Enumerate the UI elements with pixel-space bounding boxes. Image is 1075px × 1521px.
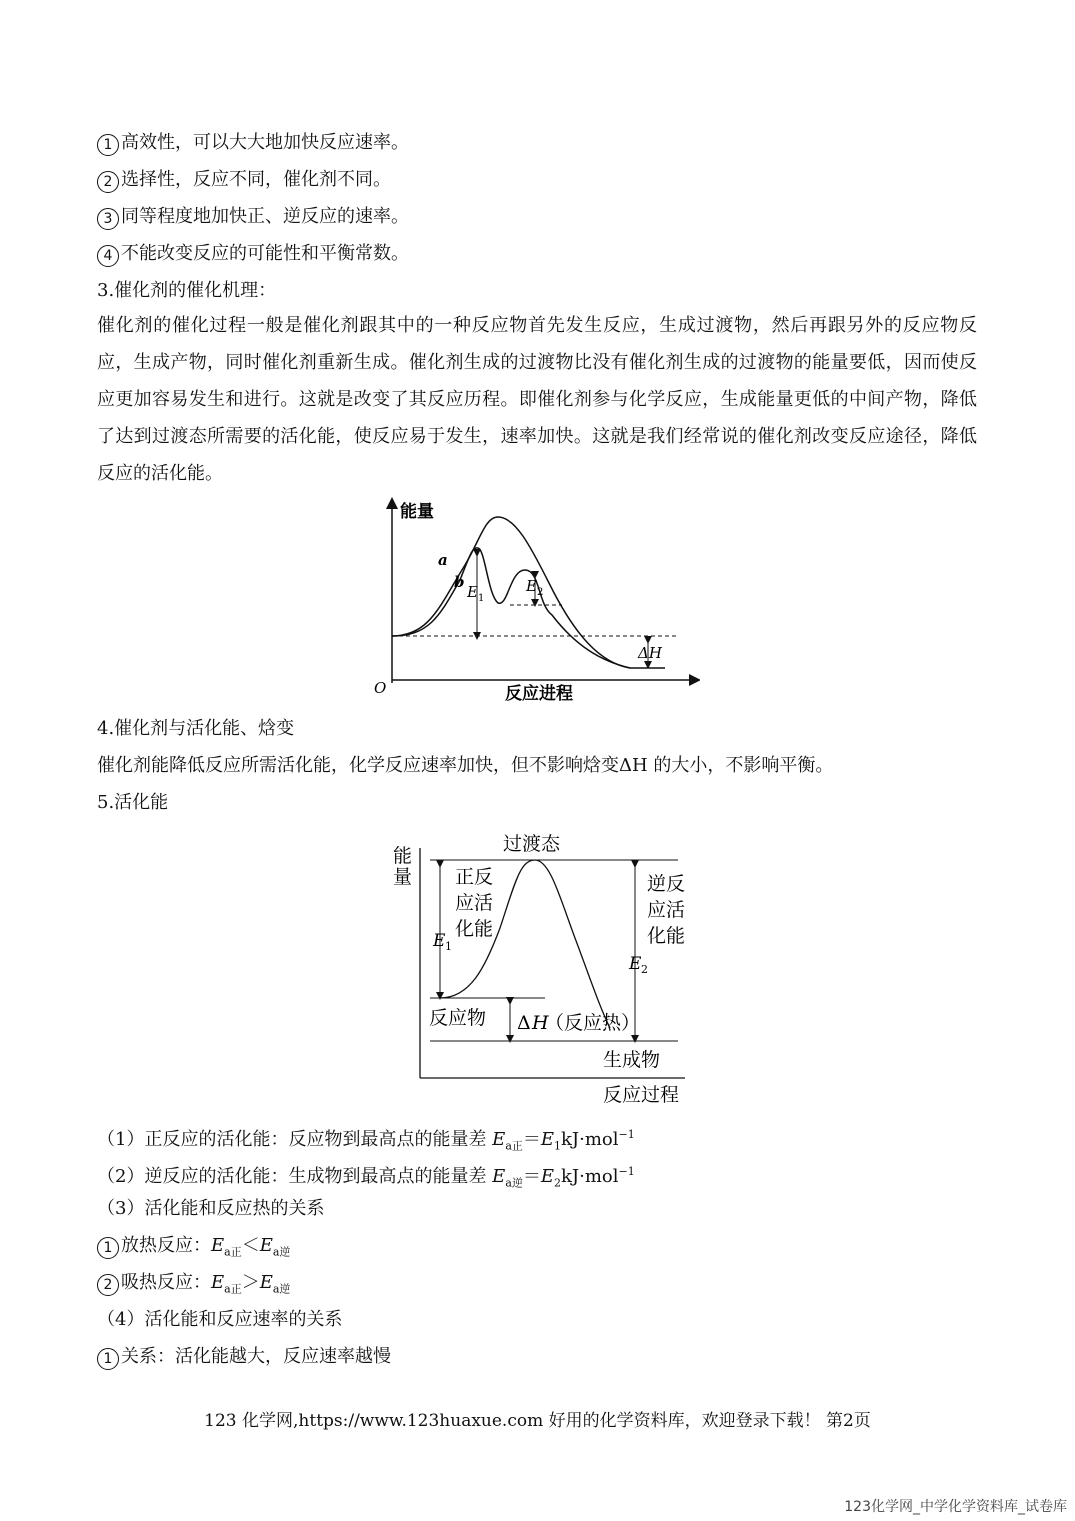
endothermic-line: 2 吸热反应：$E_{a正}>E_{a逆}$ bbox=[97, 1271, 290, 1302]
label-a: a bbox=[438, 551, 448, 569]
section-3-paragraph: 催化剂的催化过程一般是催化剂跟其中的一种反应物首先发生反应，生成过渡物，然后再跟另外的反应物反应，生成产物，同时催化剂重新生成。催化剂生成的过渡物比没有催化剂生成的过渡物的能量要低，因而使反应更加容易发生和进行。这就是改变了其反应历程。即催化剂参与化学反应，生成能量更低的中间产物，降低了达到过渡态所需要的活化能，使反应易于发生，速率加快。这就是我们经常说的催化剂改变反应途径，降低反应的活化能。 bbox=[97, 315, 977, 484]
circled-number: 4 bbox=[97, 245, 119, 267]
property-3: 3 同等程度地加快正、逆反应的速率。 bbox=[97, 205, 409, 230]
product-label: 生成物 bbox=[603, 1049, 661, 1071]
svg-text:1: 1 bbox=[478, 593, 485, 604]
svg-text:E: E bbox=[629, 954, 642, 974]
circled-number: 1 bbox=[97, 134, 119, 156]
svg-text:逆反: 逆反 bbox=[647, 873, 686, 895]
section-4-paragraph: 催化剂能降低反应所需活化能，化学反应速率加快，但不影响焓变ΔH 的大小，不影响平衡。 bbox=[97, 755, 834, 776]
svg-text:应活: 应活 bbox=[647, 899, 686, 921]
property-4: 4 不能改变反应的可能性和平衡常数。 bbox=[97, 242, 409, 267]
x-axis-label: 反应进程 bbox=[505, 684, 573, 704]
svg-text:2: 2 bbox=[641, 963, 648, 976]
label-dH: ΔH bbox=[638, 644, 662, 662]
exothermic-line: 1 放热反应：$E_{a正}<E_{a逆}$ bbox=[97, 1234, 290, 1265]
section-5-heading: 5.活化能 bbox=[97, 792, 169, 813]
label-E2: E bbox=[526, 577, 537, 595]
svg-text:（反应热）: （反应热） bbox=[545, 1012, 641, 1034]
relation-line: 1 关系：活化能越大，反应速率越慢 bbox=[97, 1345, 391, 1370]
label-E1: E bbox=[467, 583, 478, 601]
activation-energy-diagram bbox=[385, 828, 695, 1108]
svg-text:E: E bbox=[433, 931, 446, 951]
watermark: 123化学网_中学化学资料库_试卷库 bbox=[844, 1499, 1067, 1515]
reactant-label: 反应物 bbox=[429, 1007, 487, 1029]
origin-label: O bbox=[374, 679, 387, 697]
item-2: （2）逆反应的活化能：生成物到最高点的能量差 $E_{a逆}=E_2kJ\cdot mol^{-1}$ bbox=[97, 1165, 635, 1190]
section-4-heading: 4.催化剂与活化能、焓变 bbox=[97, 718, 295, 739]
svg-text:1: 1 bbox=[445, 940, 452, 953]
section-3-heading: 3.催化剂的催化机理： bbox=[97, 280, 277, 301]
transition-state-label: 过渡态 bbox=[503, 833, 561, 855]
circled-number: 3 bbox=[97, 208, 119, 230]
item-4: （4）活化能和反应速率的关系 bbox=[97, 1309, 343, 1330]
svg-text:Δ: Δ bbox=[517, 1012, 531, 1034]
svg-text:化能: 化能 bbox=[455, 918, 494, 940]
property-2: 2 选择性，反应不同，催化剂不同。 bbox=[97, 168, 391, 193]
catalyst-energy-diagram bbox=[370, 495, 700, 705]
item-3: （3）活化能和反应热的关系 bbox=[97, 1198, 325, 1219]
svg-text:H: H bbox=[532, 1012, 549, 1034]
label-b: b bbox=[454, 573, 465, 591]
svg-text:能: 能 bbox=[393, 845, 413, 867]
x-axis-label: 反应过程 bbox=[603, 1084, 680, 1106]
svg-text:量: 量 bbox=[393, 866, 413, 888]
svg-text:化能: 化能 bbox=[647, 925, 686, 947]
circled-number: 2 bbox=[97, 171, 119, 193]
svg-text:2: 2 bbox=[537, 587, 544, 598]
page-footer: 123 化学网,https://www.123huaxue.com 好用的化学资料库，欢迎登录下载！ 第2页 bbox=[204, 1411, 871, 1431]
item-1: （1）正反应的活化能：反应物到最高点的能量差 $E_{a正}=E_1kJ\cdot mol^{-1}$ bbox=[97, 1128, 635, 1153]
property-1: 1 高效性，可以大大地加快反应速率。 bbox=[97, 131, 409, 156]
svg-text:正反: 正反 bbox=[455, 866, 494, 888]
svg-text:应活: 应活 bbox=[455, 892, 494, 914]
y-axis-label: 能量 bbox=[400, 502, 434, 522]
